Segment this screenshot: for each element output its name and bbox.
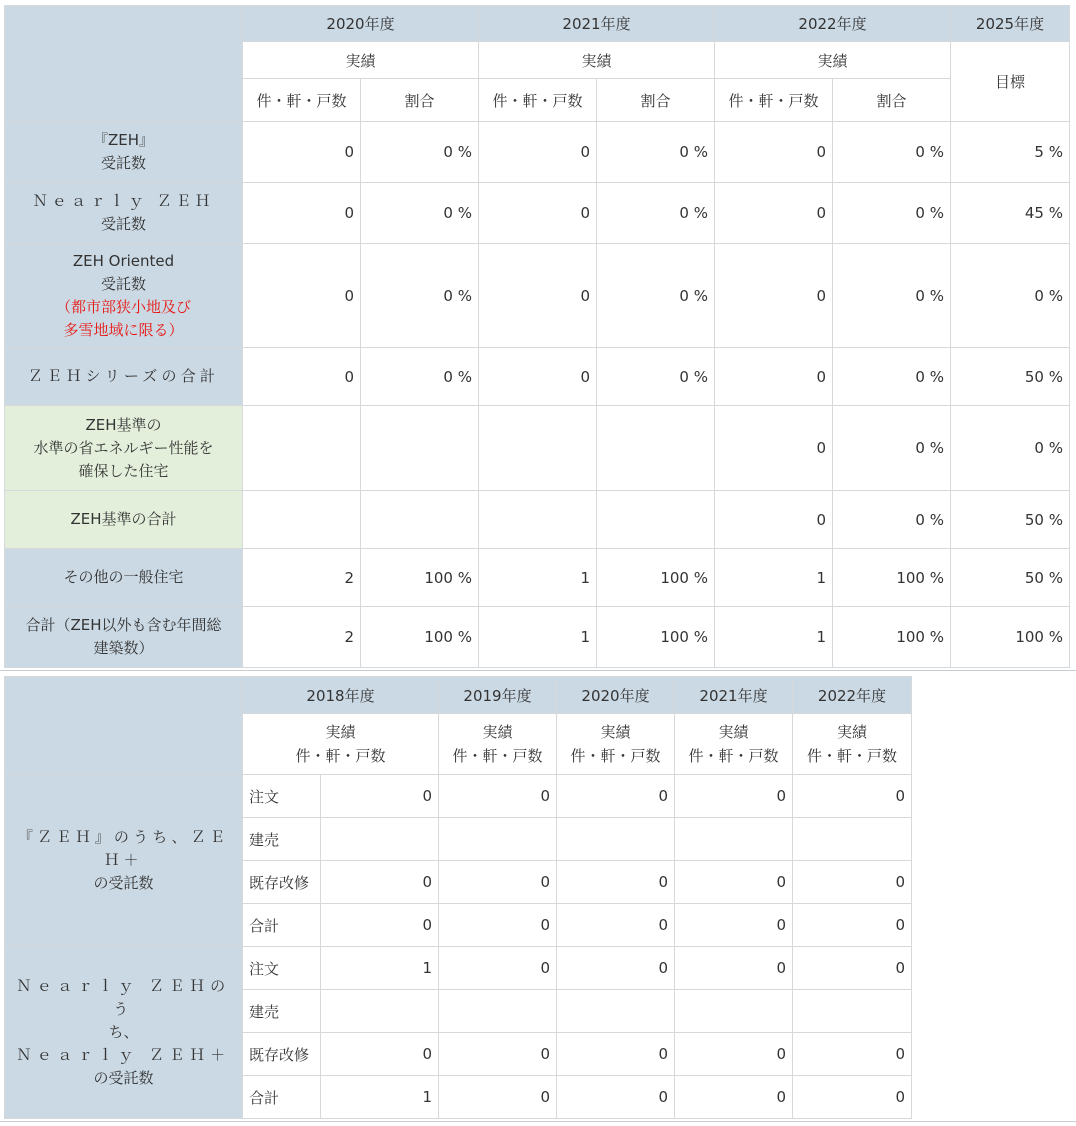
actual-count-header: 実績 件・軒・戸数 [675,714,793,775]
ratio-cell: 0 % [597,244,715,348]
count-cell: 0 [557,775,675,818]
actual-header: 実績 [243,42,479,79]
actual-count-header: 実績 件・軒・戸数 [439,714,557,775]
count-cell [557,818,675,861]
ratio-cell: 0 % [597,122,715,183]
count-cell: 0 [715,244,833,348]
count-cell: 0 [243,122,361,183]
count-cell: 0 [243,348,361,406]
count-cell: 0 [793,861,912,904]
ratio-cell: 100 % [597,549,715,607]
count-cell [321,990,439,1033]
ratio-cell: 0 % [833,406,951,491]
year-header: 2021年度 [479,6,715,42]
count-cell: 0 [321,861,439,904]
ratio-cell: 0 % [361,183,479,244]
corner-cell [5,677,243,775]
sub-label: 建売 [243,990,321,1033]
count-cell [243,491,361,549]
count-cell: 1 [715,607,833,668]
count-header: 件・軒・戸数 [479,79,597,122]
ratio-cell: 0 % [597,183,715,244]
count-cell: 0 [479,183,597,244]
ratio-cell: 100 % [361,549,479,607]
year-header: 2022年度 [793,677,912,714]
table-row [5,491,1070,549]
count-cell: 0 [793,775,912,818]
table-row [5,775,912,818]
ratio-cell: 0 % [833,244,951,348]
count-cell: 0 [715,183,833,244]
target-cell: 0 % [951,244,1070,348]
count-cell: 0 [557,1076,675,1119]
actual-count-header: 実績 件・軒・戸数 [793,714,912,775]
count-cell: 0 [439,861,557,904]
count-cell [675,818,793,861]
zeh-plus-table [4,676,912,1119]
count-cell [243,406,361,491]
actual-header: 実績 [479,42,715,79]
target-cell: 50 % [951,491,1070,549]
row-label-note: 多雪地域に限る） [63,320,184,339]
table-separator [0,670,1076,671]
count-cell [793,990,912,1033]
row-label: 『ZEH』 受託数 [5,122,243,183]
count-cell: 0 [557,861,675,904]
row-label: ZEH Oriented 受託数 （都市部狭小地及び 多雪地域に限る） [5,244,243,348]
count-cell: 0 [479,244,597,348]
count-cell: 2 [243,607,361,668]
table-row [5,244,1070,348]
count-cell: 0 [321,904,439,947]
actual-header: 実績 [715,42,951,79]
actual-count-header: 実績 件・軒・戸数 [557,714,675,775]
count-cell: 0 [557,1033,675,1076]
row-label: Ｎｅａｒｌｙ ＺＥＨ 受託数 [5,183,243,244]
target-header: 目標 [951,42,1070,122]
row-label: ＺＥＨシリーズの合計 [5,348,243,406]
count-cell: 0 [557,904,675,947]
count-cell [479,406,597,491]
count-cell: 0 [675,947,793,990]
count-cell: 0 [793,1076,912,1119]
ratio-cell: 0 % [361,122,479,183]
year-header: 2021年度 [675,677,793,714]
count-cell: 0 [715,491,833,549]
count-cell: 1 [479,549,597,607]
table-row [5,607,1070,668]
count-cell [479,491,597,549]
ratio-cell: 0 % [597,348,715,406]
year-header: 2020年度 [557,677,675,714]
table-row [5,122,1070,183]
sub-label: 注文 [243,775,321,818]
count-cell: 1 [321,947,439,990]
target-cell: 45 % [951,183,1070,244]
sub-label: 既存改修 [243,1033,321,1076]
target-cell: 50 % [951,549,1070,607]
count-cell: 0 [321,775,439,818]
row-label: その他の一般住宅 [5,549,243,607]
ratio-cell [361,406,479,491]
ratio-cell [597,406,715,491]
count-cell: 0 [439,775,557,818]
count-cell: 1 [321,1076,439,1119]
group-label: Ｎｅａｒｌｙ ＺＥＨのう ち、 Ｎｅａｒｌｙ ＺＥＨ＋ の受託数 [5,947,243,1119]
target-cell: 5 % [951,122,1070,183]
count-cell: 0 [715,406,833,491]
count-cell [557,990,675,1033]
count-cell: 1 [715,549,833,607]
ratio-cell: 100 % [361,607,479,668]
ratio-cell: 0 % [833,491,951,549]
group-label: 『ＺＥＨ』のうち、ＺＥＨ＋ の受託数 [5,775,243,947]
ratio-header: 割合 [361,79,479,122]
year-header: 2022年度 [715,6,951,42]
ratio-cell [361,491,479,549]
count-cell: 0 [557,947,675,990]
count-cell: 0 [479,348,597,406]
count-cell: 0 [793,1033,912,1076]
year-header: 2025年度 [951,6,1070,42]
target-cell: 100 % [951,607,1070,668]
count-cell: 0 [675,1033,793,1076]
count-cell [439,818,557,861]
ratio-header: 割合 [833,79,951,122]
table-row [5,947,912,990]
row-label: 合計（ZEH以外も含む年間総 建築数） [5,607,243,668]
count-cell: 0 [675,1076,793,1119]
ratio-cell: 0 % [833,122,951,183]
count-cell: 0 [715,348,833,406]
count-cell: 2 [243,549,361,607]
sub-label: 合計 [243,1076,321,1119]
bottom-separator [0,1121,1076,1122]
corner-cell [5,6,243,122]
count-cell: 0 [675,775,793,818]
ratio-header: 割合 [597,79,715,122]
count-cell: 0 [675,904,793,947]
table-row [5,183,1070,244]
count-cell [321,818,439,861]
zeh-results-table [4,5,1070,668]
ratio-cell: 0 % [361,244,479,348]
count-cell: 0 [439,1076,557,1119]
count-cell: 1 [479,607,597,668]
count-cell: 0 [243,244,361,348]
count-cell [793,818,912,861]
sub-label: 既存改修 [243,861,321,904]
count-cell: 0 [243,183,361,244]
sub-label: 建売 [243,818,321,861]
ratio-cell [597,491,715,549]
year-header: 2020年度 [243,6,479,42]
count-header: 件・軒・戸数 [243,79,361,122]
ratio-cell: 100 % [833,607,951,668]
ratio-cell: 0 % [361,348,479,406]
count-cell [675,990,793,1033]
year-header: 2018年度 [243,677,439,714]
ratio-cell: 0 % [833,183,951,244]
count-header: 件・軒・戸数 [715,79,833,122]
year-header: 2019年度 [439,677,557,714]
sub-label: 注文 [243,947,321,990]
target-cell: 50 % [951,348,1070,406]
count-cell: 0 [439,1033,557,1076]
ratio-cell: 100 % [833,549,951,607]
table-row [5,406,1070,491]
count-cell: 0 [793,947,912,990]
count-cell: 0 [439,947,557,990]
target-cell: 0 % [951,406,1070,491]
table-row [5,549,1070,607]
actual-count-header: 実績 件・軒・戸数 [243,714,439,775]
count-cell: 0 [715,122,833,183]
row-label: ZEH基準の合計 [5,491,243,549]
count-cell: 0 [675,861,793,904]
count-cell [439,990,557,1033]
row-label: ZEH基準の 水準の省エネルギー性能を 確保した住宅 [5,406,243,491]
count-cell: 0 [439,904,557,947]
count-cell: 0 [479,122,597,183]
count-cell: 0 [793,904,912,947]
ratio-cell: 100 % [597,607,715,668]
count-cell: 0 [321,1033,439,1076]
table-row [5,348,1070,406]
row-label-note: （都市部狭小地及び [55,297,191,316]
ratio-cell: 0 % [833,348,951,406]
sub-label: 合計 [243,904,321,947]
